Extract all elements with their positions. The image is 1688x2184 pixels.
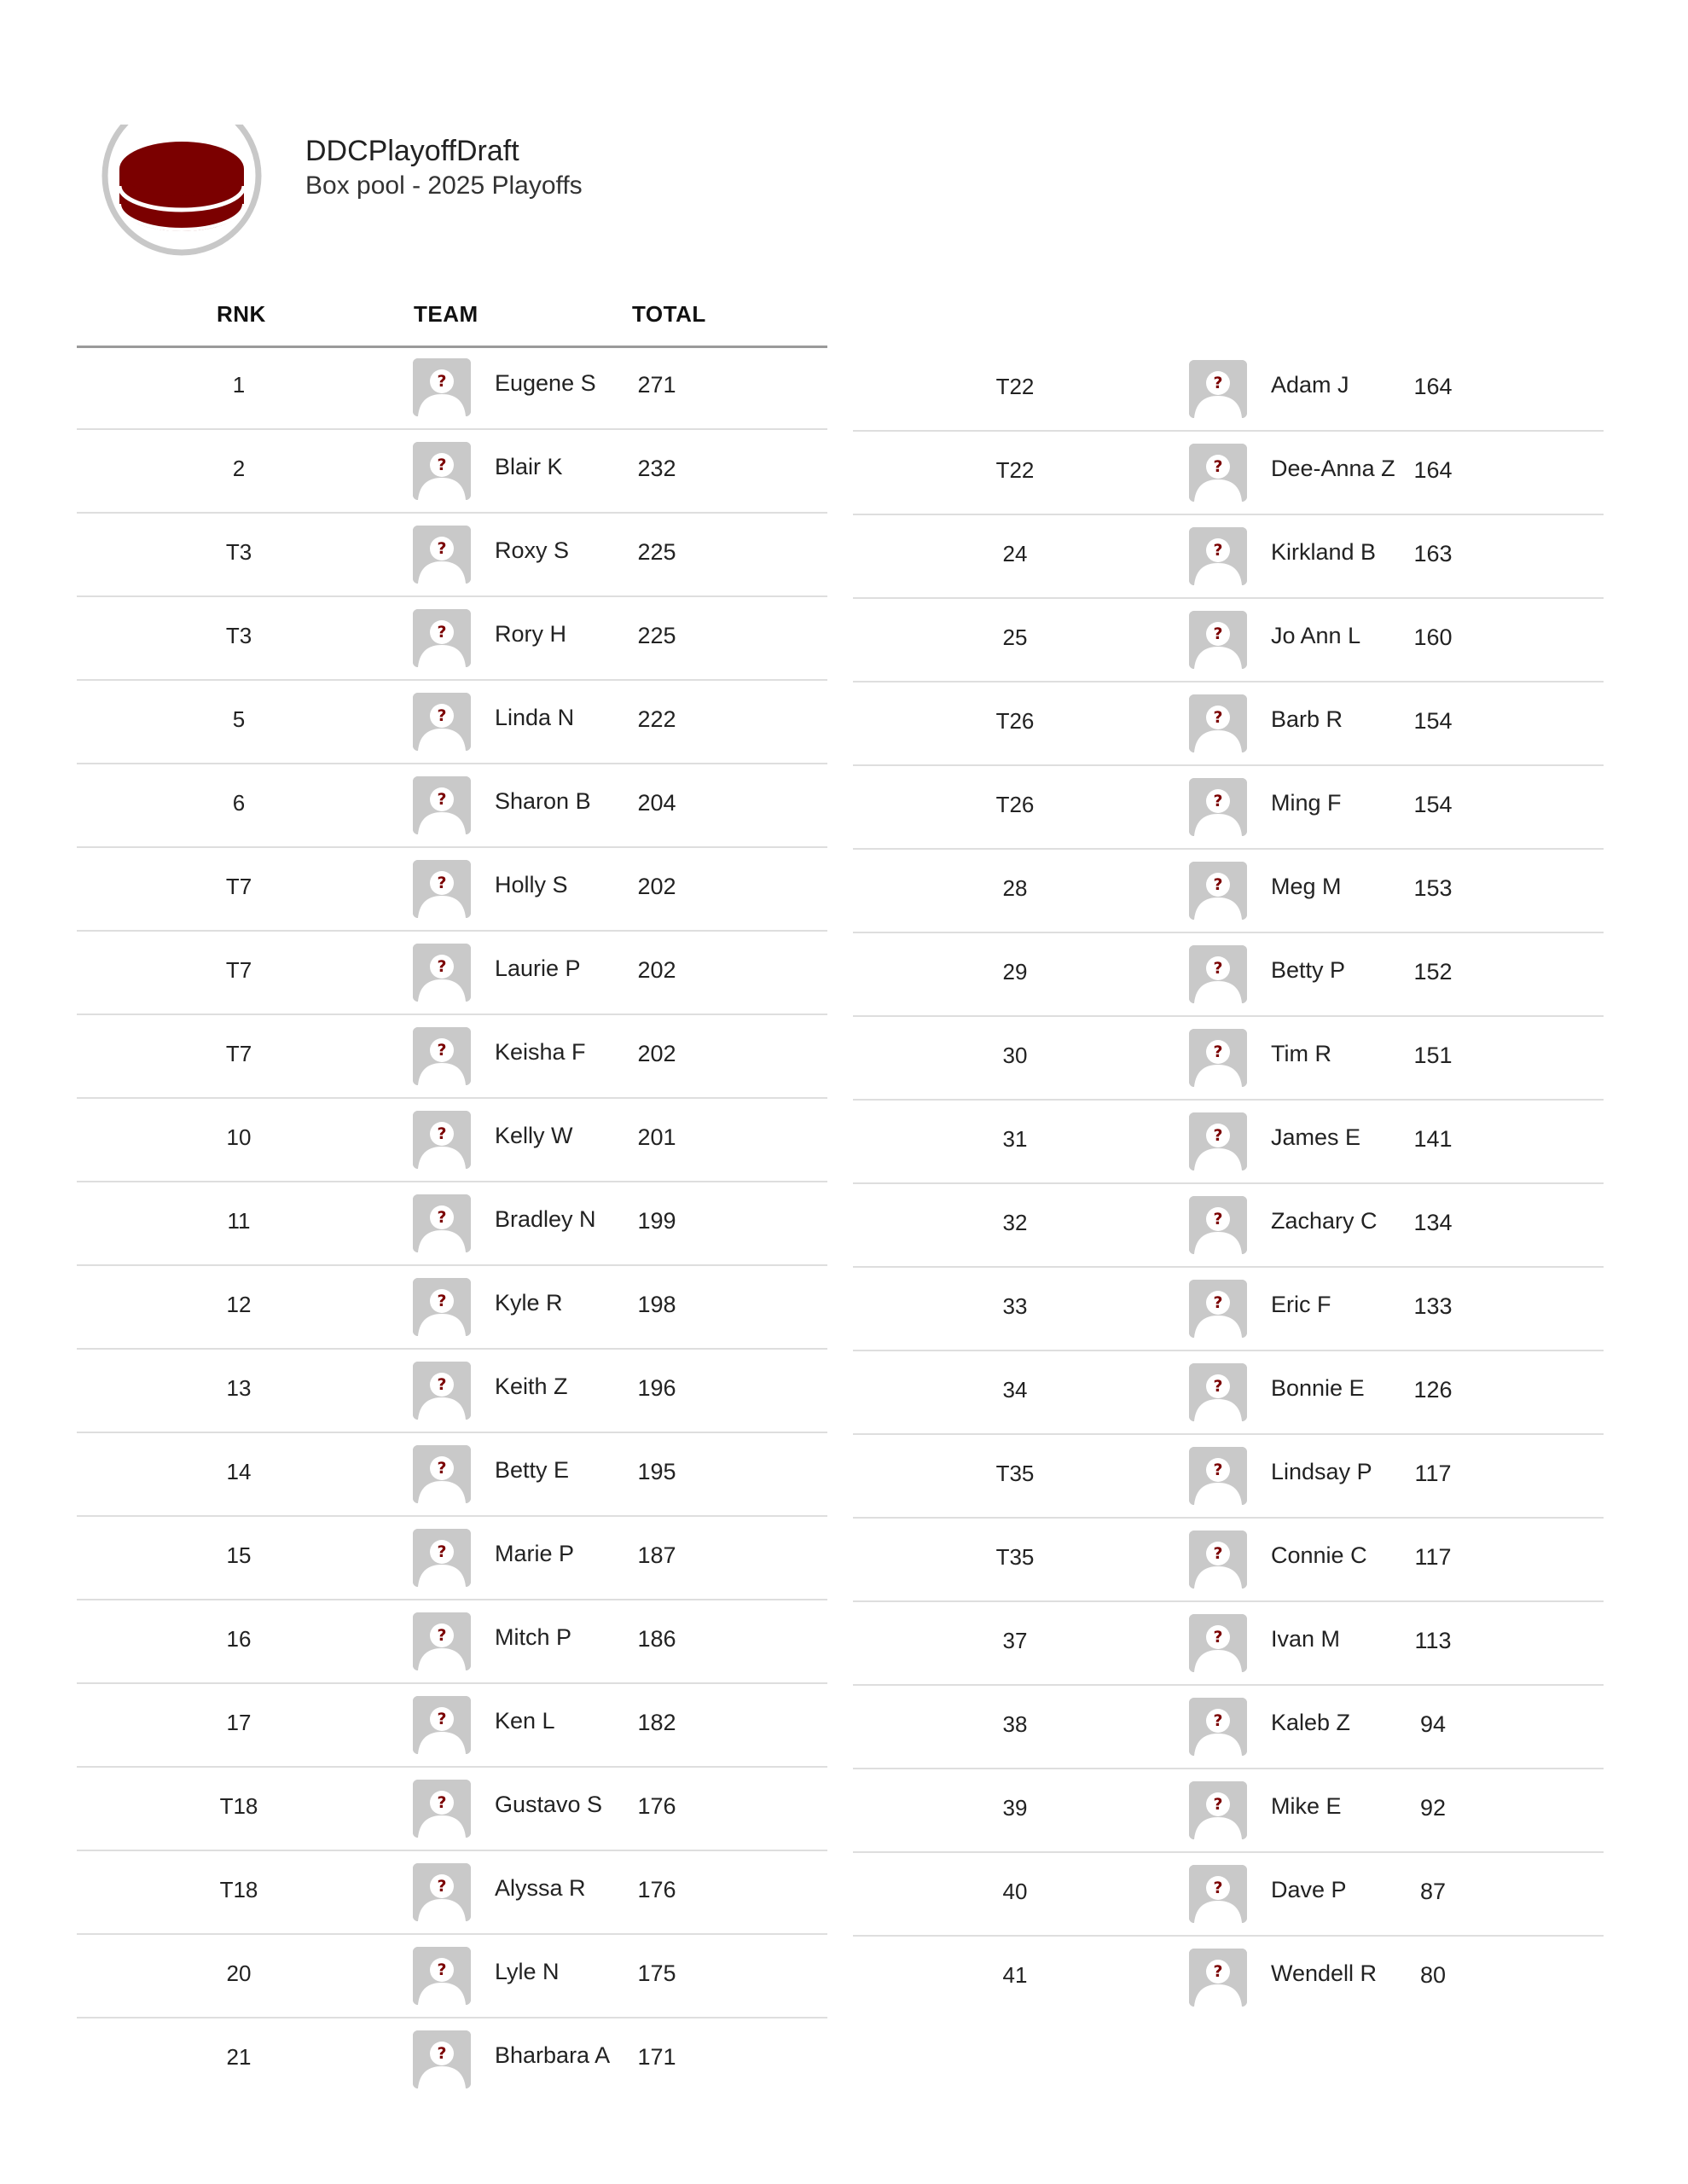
rank-cell: T18	[219, 1877, 258, 1902]
standings-row[interactable]	[77, 848, 827, 932]
svg-text:?: ?	[437, 957, 447, 976]
standings-row[interactable]	[853, 432, 1604, 515]
svg-text:?: ?	[437, 706, 447, 725]
standings-row[interactable]	[853, 599, 1604, 682]
rank-cell: 24	[1002, 541, 1028, 566]
svg-text:?: ?	[1213, 1210, 1223, 1228]
unknown-user-avatar-icon	[413, 693, 471, 751]
unknown-user-avatar-icon	[1189, 444, 1247, 502]
unknown-user-avatar-icon	[1189, 945, 1247, 1003]
rank-cell: 21	[226, 2044, 252, 2070]
standings-row[interactable]	[853, 1268, 1604, 1351]
svg-text:?: ?	[437, 1542, 447, 1561]
pool-title: Box pool - 2025 Playoffs	[305, 171, 583, 200]
team-name[interactable]: Roxy S	[495, 537, 570, 563]
team-name[interactable]: Jo Ann L	[1271, 623, 1361, 648]
standings-row[interactable]	[853, 1937, 1604, 2018]
team-name[interactable]: Mike E	[1271, 1793, 1342, 1819]
rank-cell: 13	[226, 1375, 252, 1401]
team-name[interactable]: Kaleb Z	[1271, 1710, 1351, 1735]
unknown-user-avatar-icon	[413, 442, 471, 500]
team-name[interactable]: Rory H	[495, 621, 567, 647]
unknown-user-avatar-icon	[1189, 1280, 1247, 1338]
total-cell: 113	[1414, 1628, 1452, 1653]
svg-text:?: ?	[437, 874, 447, 892]
team-name[interactable]: Tim R	[1271, 1041, 1331, 1066]
hockey-puck-icon	[101, 125, 263, 261]
unknown-user-avatar-icon	[413, 1027, 471, 1085]
unknown-user-avatar-icon	[1189, 1196, 1247, 1254]
standings-row[interactable]	[853, 1184, 1604, 1268]
total-cell: 92	[1419, 1795, 1447, 1821]
svg-text:?: ?	[1213, 1293, 1223, 1312]
team-name[interactable]: Alyssa R	[495, 1875, 586, 1901]
standings-row[interactable]	[853, 766, 1604, 850]
svg-text:?: ?	[1213, 1711, 1223, 1730]
standings-column-right	[853, 348, 1604, 2018]
unknown-user-avatar-icon	[413, 1947, 471, 2005]
svg-text:?: ?	[437, 1877, 447, 1896]
total-cell: 163	[1413, 541, 1453, 566]
team-name[interactable]: Bradley N	[495, 1206, 596, 1232]
rank-column-header[interactable]: RNK	[217, 301, 266, 327]
total-cell: 222	[637, 706, 676, 732]
rank-cell: 34	[1002, 1377, 1028, 1403]
total-cell: 175	[637, 1960, 676, 1986]
unknown-user-avatar-icon	[1189, 1531, 1247, 1589]
total-cell: 171	[637, 2044, 676, 2070]
total-cell: 198	[637, 1292, 676, 1317]
team-name[interactable]: Meg M	[1271, 874, 1342, 899]
svg-text:?: ?	[1213, 1461, 1223, 1479]
team-name[interactable]: Kirkland B	[1271, 539, 1377, 565]
unknown-user-avatar-icon	[413, 1696, 471, 1754]
svg-text:?: ?	[1213, 1043, 1223, 1061]
svg-text:?: ?	[1213, 1126, 1223, 1145]
rank-cell: 5	[232, 706, 246, 732]
team-name[interactable]: Wendell R	[1271, 1960, 1378, 1986]
svg-text:?: ?	[1213, 624, 1223, 643]
rank-cell: 33	[1002, 1293, 1028, 1319]
total-cell: 199	[637, 1208, 676, 1234]
rank-cell: T3	[225, 539, 252, 565]
total-cell: 202	[637, 874, 676, 899]
unknown-user-avatar-icon	[1189, 360, 1247, 418]
header-titles	[305, 133, 583, 203]
team-name[interactable]: Dave P	[1271, 1877, 1347, 1902]
team-name[interactable]: Ming F	[1271, 790, 1342, 816]
standings-row[interactable]	[853, 348, 1604, 432]
team-name[interactable]: James E	[1271, 1124, 1361, 1150]
total-cell: 225	[637, 623, 676, 648]
team-name[interactable]: Betty P	[1271, 957, 1346, 983]
rank-cell: 30	[1002, 1043, 1028, 1068]
rank-cell: T7	[225, 874, 252, 899]
svg-text:?: ?	[437, 539, 447, 558]
standings-row[interactable]	[77, 1600, 827, 1684]
total-cell: 187	[637, 1542, 676, 1568]
unknown-user-avatar-icon	[413, 358, 471, 416]
standings-row[interactable]	[77, 2018, 827, 2100]
team-name[interactable]: Bharbara A	[495, 2042, 611, 2068]
team-name[interactable]: Keisha F	[495, 1039, 586, 1065]
standings-row[interactable]	[77, 1517, 827, 1600]
total-cell: 202	[637, 1041, 676, 1066]
total-cell: 141	[1413, 1126, 1453, 1152]
svg-text:?: ?	[437, 1292, 447, 1310]
unknown-user-avatar-icon	[1189, 862, 1247, 920]
standings-row[interactable]	[77, 1851, 827, 1935]
rank-cell: 41	[1002, 1962, 1028, 1988]
standings-row[interactable]	[77, 1182, 827, 1266]
rank-cell: 25	[1002, 624, 1028, 650]
rank-cell: 39	[1002, 1795, 1028, 1821]
unknown-user-avatar-icon	[1189, 1614, 1247, 1672]
total-cell: 152	[1413, 959, 1453, 985]
standings-row[interactable]	[77, 1684, 827, 1768]
total-cell: 87	[1419, 1879, 1447, 1904]
svg-text:?: ?	[1213, 457, 1223, 476]
standings-row[interactable]	[77, 346, 827, 430]
rank-cell: 11	[227, 1208, 251, 1234]
svg-text:?: ?	[437, 456, 447, 474]
rank-cell: 1	[232, 372, 246, 398]
standings-row[interactable]	[853, 1101, 1604, 1184]
team-name[interactable]: Gustavo S	[495, 1792, 603, 1817]
standings-row[interactable]	[853, 933, 1604, 1017]
unknown-user-avatar-icon	[1189, 1363, 1247, 1421]
svg-text:?: ?	[1213, 1377, 1223, 1396]
rank-cell: 14	[226, 1459, 252, 1484]
unknown-user-avatar-icon	[1189, 1865, 1247, 1923]
rank-cell: 38	[1002, 1711, 1028, 1737]
team-name[interactable]: Keith Z	[495, 1374, 568, 1399]
svg-text:?: ?	[437, 1208, 447, 1227]
unknown-user-avatar-icon	[413, 2030, 471, 2088]
svg-text:?: ?	[437, 1626, 447, 1645]
unknown-user-avatar-icon	[413, 1362, 471, 1420]
unknown-user-avatar-icon	[413, 1863, 471, 1921]
total-cell: 182	[637, 1710, 676, 1735]
standings-row[interactable]	[853, 1853, 1604, 1937]
team-name[interactable]: Ivan M	[1271, 1626, 1341, 1652]
team-name[interactable]: Connie C	[1271, 1542, 1367, 1568]
team-column-header[interactable]: TEAM	[414, 301, 479, 327]
total-cell: 151	[1413, 1043, 1453, 1068]
unknown-user-avatar-icon	[413, 944, 471, 1002]
rank-cell: T3	[225, 623, 252, 648]
unknown-user-avatar-icon	[413, 1111, 471, 1169]
standings-row[interactable]	[853, 1686, 1604, 1769]
team-name[interactable]: Kelly W	[495, 1123, 573, 1148]
total-cell: 202	[637, 957, 676, 983]
svg-text:?: ?	[437, 623, 447, 642]
svg-text:?: ?	[1213, 374, 1223, 392]
team-name[interactable]: Eric F	[1271, 1292, 1331, 1317]
team-name[interactable]: Mitch P	[495, 1624, 572, 1650]
unknown-user-avatar-icon	[1189, 1112, 1247, 1170]
standings-row[interactable]	[77, 514, 827, 597]
rank-cell: 10	[226, 1124, 252, 1150]
svg-text:?: ?	[437, 1041, 447, 1060]
unknown-user-avatar-icon	[413, 1445, 471, 1503]
svg-text:?: ?	[437, 1710, 447, 1728]
svg-text:?: ?	[1213, 792, 1223, 810]
total-cell: 126	[1413, 1377, 1453, 1403]
svg-text:?: ?	[437, 1960, 447, 1979]
total-cell: 154	[1413, 792, 1453, 817]
unknown-user-avatar-icon	[413, 1780, 471, 1838]
rank-cell: T7	[225, 957, 252, 983]
team-name[interactable]: Betty E	[495, 1457, 570, 1483]
total-cell: 196	[637, 1375, 676, 1401]
total-cell: 176	[637, 1793, 676, 1819]
standings-row[interactable]	[77, 1099, 827, 1182]
total-cell: 153	[1413, 875, 1453, 901]
unknown-user-avatar-icon	[1189, 611, 1247, 669]
unknown-user-avatar-icon	[1189, 1781, 1247, 1839]
unknown-user-avatar-icon	[413, 1529, 471, 1587]
rank-cell: T26	[995, 708, 1035, 734]
rank-cell: 17	[226, 1710, 252, 1735]
rank-cell: T35	[995, 1544, 1035, 1570]
standings-row[interactable]	[853, 515, 1604, 599]
standings-row[interactable]	[77, 597, 827, 681]
unknown-user-avatar-icon	[413, 776, 471, 834]
standings-row[interactable]	[853, 1351, 1604, 1435]
team-name[interactable]: Dee-Anna Z	[1271, 456, 1395, 481]
svg-text:?: ?	[437, 1793, 447, 1812]
rank-cell: T7	[225, 1041, 252, 1066]
team-name[interactable]: Marie P	[495, 1541, 575, 1566]
svg-text:?: ?	[437, 1375, 447, 1394]
team-name[interactable]: Linda N	[495, 705, 575, 730]
standings-row[interactable]	[77, 430, 827, 514]
svg-text:?: ?	[1213, 1544, 1223, 1563]
unknown-user-avatar-icon	[413, 860, 471, 918]
rank-cell: 20	[226, 1960, 252, 1986]
unknown-user-avatar-icon	[413, 609, 471, 667]
unknown-user-avatar-icon	[1189, 694, 1247, 752]
unknown-user-avatar-icon	[1189, 1949, 1247, 2007]
total-cell: 164	[1413, 374, 1453, 399]
svg-text:?: ?	[437, 1459, 447, 1478]
standings-row[interactable]	[77, 681, 827, 764]
unknown-user-avatar-icon	[1189, 527, 1247, 585]
rank-cell: T18	[219, 1793, 258, 1819]
standings-row[interactable]	[853, 1769, 1604, 1853]
unknown-user-avatar-icon	[1189, 1029, 1247, 1087]
team-name[interactable]: Bonnie E	[1271, 1375, 1365, 1401]
unknown-user-avatar-icon	[413, 526, 471, 584]
total-cell: 117	[1414, 1544, 1452, 1570]
rank-cell: 12	[226, 1292, 252, 1317]
total-cell: 154	[1413, 708, 1453, 734]
standings-row[interactable]	[853, 1602, 1604, 1686]
standings-row[interactable]	[77, 1768, 827, 1851]
total-cell: 186	[637, 1626, 676, 1652]
rank-cell: 15	[226, 1542, 252, 1568]
total-cell: 195	[637, 1459, 676, 1484]
team-name[interactable]: Blair K	[495, 454, 563, 479]
svg-text:?: ?	[437, 790, 447, 809]
svg-text:?: ?	[1213, 1879, 1223, 1897]
total-cell: 117	[1414, 1461, 1452, 1486]
total-cell: 232	[637, 456, 676, 481]
rank-cell: 29	[1002, 959, 1028, 985]
standings-row[interactable]	[77, 1015, 827, 1099]
rank-cell: 28	[1002, 875, 1028, 901]
team-name[interactable]: Zachary C	[1271, 1208, 1378, 1234]
standings-row[interactable]	[853, 1435, 1604, 1519]
svg-text:?: ?	[1213, 1962, 1223, 1981]
total-cell: 176	[637, 1877, 676, 1902]
unknown-user-avatar-icon	[1189, 778, 1247, 836]
standings-row[interactable]	[77, 932, 827, 1015]
svg-text:?: ?	[437, 2044, 447, 2063]
total-cell: 201	[637, 1124, 676, 1150]
total-cell: 80	[1419, 1962, 1447, 1988]
standings-row[interactable]	[77, 1935, 827, 2018]
app-title: DDCPlayoffDraft	[305, 135, 519, 167]
team-name[interactable]: Holly S	[495, 872, 568, 897]
total-cell: 164	[1413, 457, 1453, 483]
rank-cell: T26	[995, 792, 1035, 817]
rank-cell: 40	[1002, 1879, 1028, 1904]
rank-cell: 31	[1002, 1126, 1028, 1152]
rank-cell: T22	[995, 457, 1035, 483]
svg-text:?: ?	[1213, 708, 1223, 727]
unknown-user-avatar-icon	[413, 1194, 471, 1252]
total-cell: 94	[1419, 1711, 1447, 1737]
team-name[interactable]: Eugene S	[495, 370, 596, 396]
team-name[interactable]: Adam J	[1271, 372, 1349, 398]
team-name[interactable]: Barb R	[1271, 706, 1343, 732]
svg-text:?: ?	[1213, 541, 1223, 560]
team-name[interactable]: Sharon B	[495, 788, 591, 814]
rank-cell: T22	[995, 374, 1035, 399]
total-cell: 225	[637, 539, 676, 565]
rank-cell: 32	[1002, 1210, 1028, 1235]
svg-text:?: ?	[1213, 875, 1223, 894]
standings-header	[77, 294, 827, 348]
team-name[interactable]: Lindsay P	[1271, 1459, 1372, 1484]
svg-text:?: ?	[437, 1124, 447, 1143]
unknown-user-avatar-icon	[413, 1612, 471, 1670]
total-column-header[interactable]: TOTAL	[632, 301, 706, 327]
total-cell: 134	[1413, 1210, 1453, 1235]
total-cell: 271	[637, 372, 676, 398]
unknown-user-avatar-icon	[1189, 1447, 1247, 1505]
standings-row[interactable]	[77, 764, 827, 848]
rank-cell: 37	[1002, 1628, 1028, 1653]
team-name[interactable]: Lyle N	[495, 1959, 560, 1984]
standings-row[interactable]	[853, 850, 1604, 933]
unknown-user-avatar-icon	[1189, 1698, 1247, 1756]
team-name[interactable]: Laurie P	[495, 956, 581, 981]
rank-cell: 16	[226, 1626, 252, 1652]
team-name[interactable]: Kyle R	[495, 1290, 563, 1316]
standings-column-left	[77, 346, 827, 2100]
total-cell: 133	[1413, 1293, 1453, 1319]
svg-text:?: ?	[437, 372, 447, 391]
standings-row[interactable]	[77, 1266, 827, 1350]
standings-row[interactable]	[853, 682, 1604, 766]
svg-text:?: ?	[1213, 1628, 1223, 1647]
svg-text:?: ?	[1213, 1795, 1223, 1814]
rank-cell: 2	[232, 456, 246, 481]
standings-row[interactable]	[77, 1433, 827, 1517]
total-cell: 160	[1413, 624, 1453, 650]
unknown-user-avatar-icon	[413, 1278, 471, 1336]
standings-row[interactable]	[853, 1017, 1604, 1101]
rank-cell: 6	[232, 790, 246, 816]
standings-row[interactable]	[853, 1519, 1604, 1602]
standings-row[interactable]	[77, 1350, 827, 1433]
team-name[interactable]: Ken L	[495, 1708, 555, 1734]
rank-cell: T35	[995, 1461, 1035, 1486]
total-cell: 204	[637, 790, 676, 816]
svg-text:?: ?	[1213, 959, 1223, 978]
